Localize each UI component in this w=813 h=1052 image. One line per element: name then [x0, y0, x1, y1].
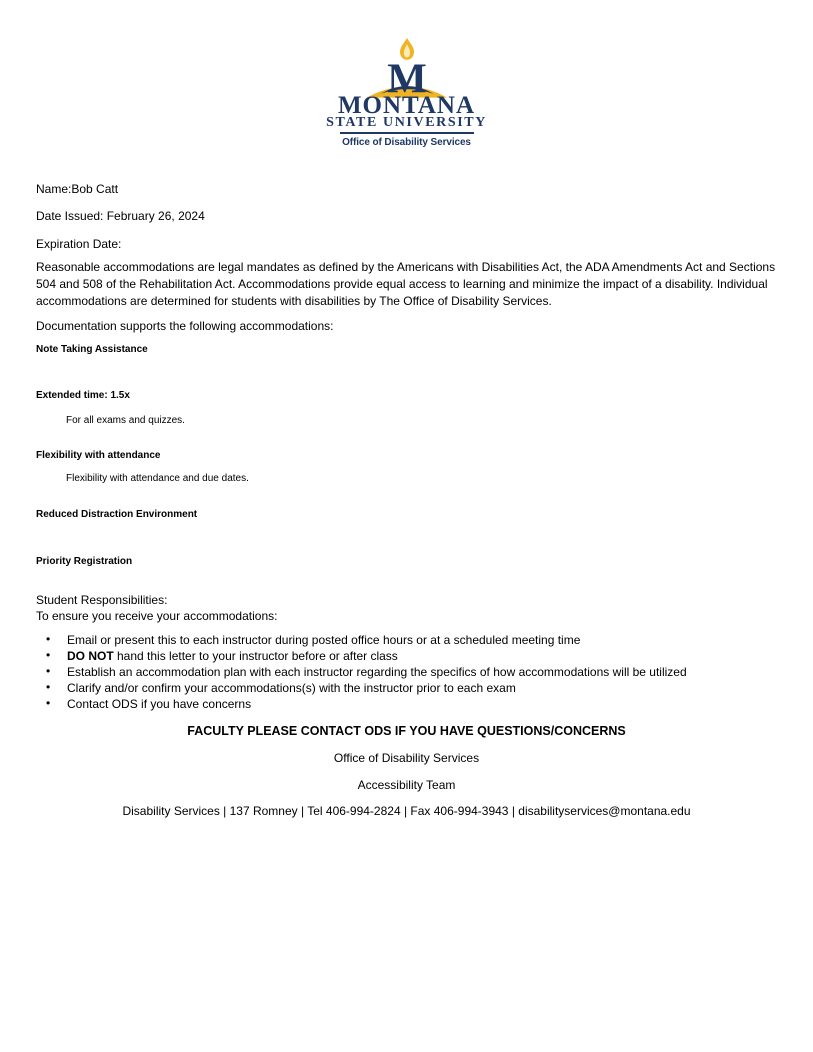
accommodation-title: Reduced Distraction Environment — [36, 509, 198, 520]
bullet-text: Clarify and/or confirm your accommodations(s) with the instructor prior to each exam — [67, 681, 516, 695]
bullet-bold-text: DO NOT — [67, 649, 114, 663]
accommodation-title: Extended time: 1.5x — [36, 390, 130, 401]
accommodation-title: Flexibility with attendance — [36, 450, 161, 461]
accommodation-title: Priority Registration — [36, 556, 133, 567]
department-name: Office of Disability Services — [342, 137, 471, 148]
bullet-text: Contact ODS if you have concerns — [67, 697, 252, 711]
list-item — [45, 632, 777, 648]
footer-office: Office of Disability Services — [333, 751, 480, 765]
footer-contact-line: Disability Services | 137 Romney | Tel 406-994-2824 | Fax 406-994-3943 | disabilityservices@montana.edu — [122, 804, 691, 818]
responsibilities-subheading: To ensure you receive your accommodations: — [36, 609, 278, 623]
list-item — [45, 648, 777, 664]
bullet-icon: • — [46, 680, 51, 694]
expiration-date-line: Expiration Date: — [36, 237, 122, 251]
accommodation-title: Note Taking Assistance — [36, 344, 148, 355]
intro-paragraph: Reasonable accommodations are legal mandates as defined by the Americans with Disabilities Act, the ADA Amendments Act and Sections 504 and 508 of the Rehabilitation Act. Accommodations provide equal access to learning and minimize the impact of a disability. Individual accommodations are determined for students with disabilities by The Office of Disability Services. — [36, 260, 776, 308]
list-item — [45, 696, 777, 712]
letterhead-divider — [340, 132, 474, 134]
institution-name: MONTANA — [337, 92, 476, 119]
list-item — [45, 664, 777, 680]
bullet-icon: • — [46, 632, 51, 646]
responsibilities-heading: Student Responsibilities: — [36, 593, 168, 607]
date-issued-line: Date Issued: February 26, 2024 — [36, 209, 205, 223]
list-item — [45, 680, 777, 696]
monogram-letter: M — [386, 56, 427, 100]
institution-subname: STATE UNIVERSITY — [326, 115, 487, 130]
faculty-notice: FACULTY PLEASE CONTACT ODS IF YOU HAVE QUESTIONS/CONCERNS — [187, 724, 626, 738]
bullet-icon: • — [46, 664, 51, 678]
bullet-icon: • — [46, 648, 51, 662]
footer-team: Accessibility Team — [357, 778, 456, 792]
bullet-text: hand this letter to your instructor before or after class — [113, 649, 398, 663]
bullet-icon: • — [46, 696, 51, 710]
bullet-text: Email or present this to each instructor during posted office hours or at a scheduled meeting time — [67, 633, 581, 647]
accommodation-description: Flexibility with attendance and due dates. — [66, 473, 249, 484]
accommodation-description: For all exams and quizzes. — [66, 415, 185, 426]
msu-monogram-icon — [359, 38, 455, 100]
bullet-text: Establish an accommodation plan with each instructor regarding the specifics of how accommodations will be utilized — [67, 665, 687, 679]
documentation-line: Documentation supports the following accommodations: — [36, 319, 334, 333]
student-name-line: Name:Bob Catt — [36, 182, 119, 196]
responsibilities-list — [45, 632, 777, 712]
